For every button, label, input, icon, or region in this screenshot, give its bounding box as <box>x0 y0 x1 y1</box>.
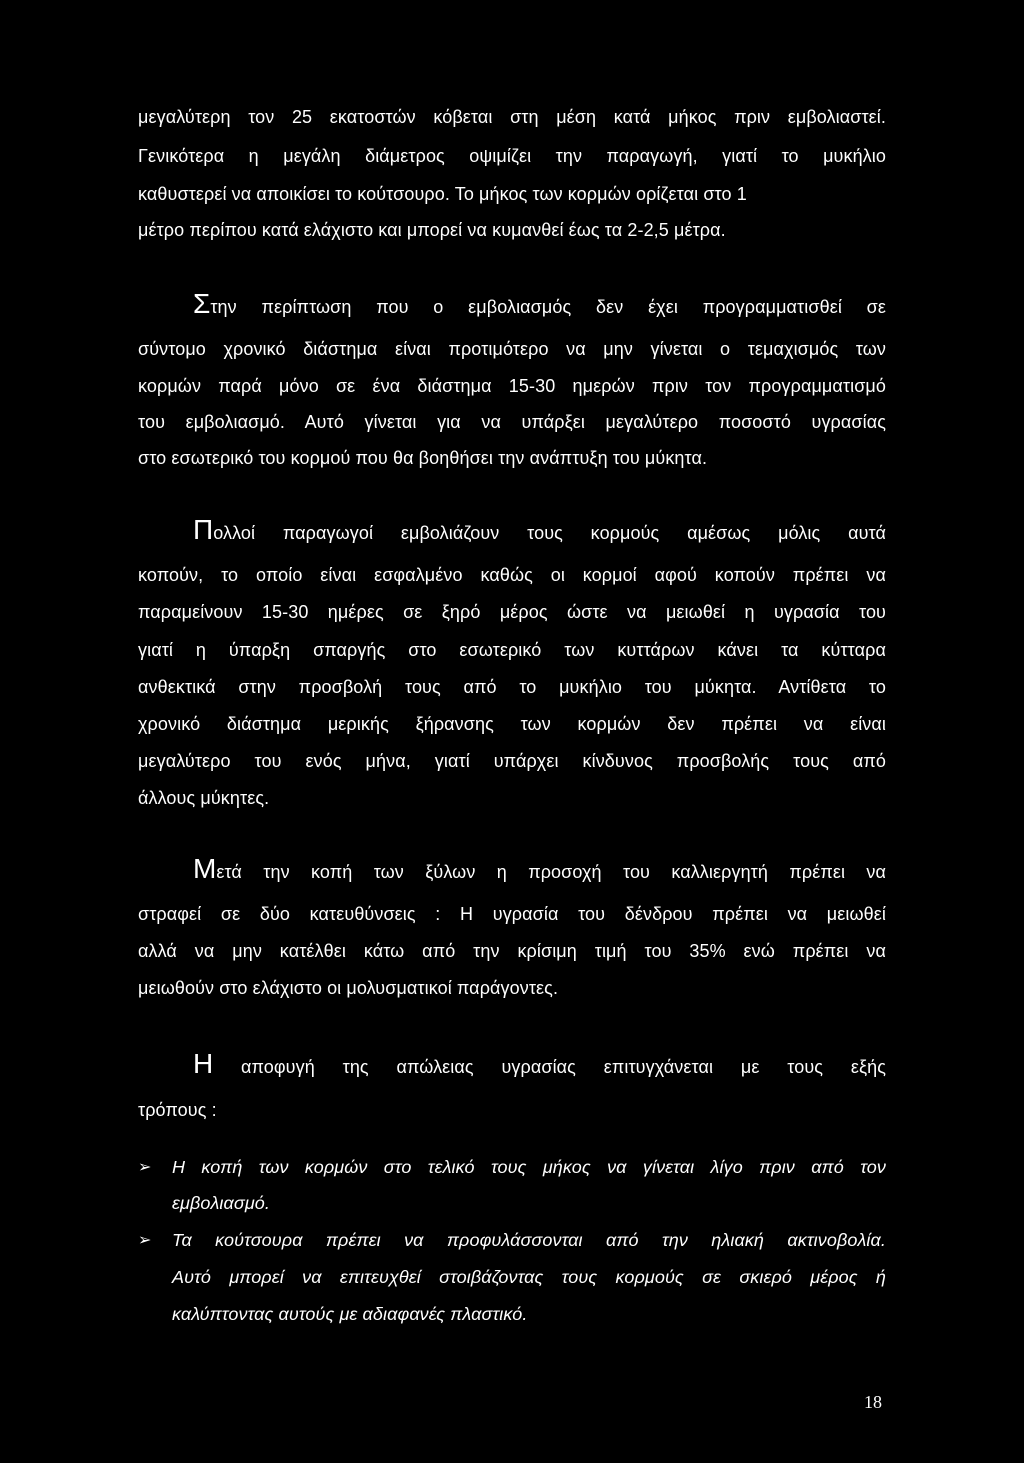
text-line: Αυτό μπορεί να επιτευχθεί στοιβάζοντας τους κορμούς σε σκιερό μέρος ή <box>172 1267 886 1287</box>
text-line: εμβολιασμό. <box>172 1193 271 1213</box>
paragraph-first-line <box>193 1048 886 1079</box>
text-line: στο εσωτερικό του κορμού που θα βοηθήσει την ανάπτυξη του μύκητα. <box>138 448 708 468</box>
arrowhead-bullet-icon: ➢ <box>138 1232 152 1249</box>
text-line: κορμών παρά μόνο σε ένα διάστημα 15-30 ημερών πριν τον προγραμματισμό <box>138 376 886 396</box>
text-line: αλλά να μην κατέλθει κάτω από την κρίσιμη τιμή του 35% ενώ πρέπει να <box>138 941 886 961</box>
text-line: σύντομο χρονικό διάστημα είναι προτιμότερο να μην γίνεται ο τεμαχισμός των <box>138 339 886 359</box>
text-line: χρονικό διάστημα μερικής ξήρανσης των κορμών δεν πρέπει να είναι <box>138 714 886 734</box>
text-line: κοπούν, το οποίο είναι εσφαλμένο καθώς οι κορμοί αφού κοπούν πρέπει να <box>138 565 886 585</box>
paragraph-first-line <box>193 853 886 884</box>
text-line: ολλοί παραγωγοί εμβολιάζουν τους κορμούς αμέσως μόλις αυτά <box>213 523 886 543</box>
drop-cap: Σ <box>193 288 211 319</box>
paragraph-first-line <box>193 514 886 545</box>
text-line: Γενικότερα η μεγάλη διάμετρος οψιμίζει την παραγωγή, γιατί το μυκήλιο <box>138 146 886 166</box>
text-line: στραφεί σε δύο κατευθύνσεις : Η υγρασία του δένδρου πρέπει να μειωθεί <box>138 904 886 924</box>
text-line: άλλους μύκητες. <box>138 788 270 808</box>
text-line: ανθεκτικά στην προσβολή τους από το μυκήλιο του μύκητα. Αντίθετα το <box>138 677 886 697</box>
text-line: μέτρο περίπου κατά ελάχιστο και μπορεί να κυμανθεί έως τα 2-2,5 μέτρα. <box>138 220 726 240</box>
text-line: Η κοπή των κορμών στο τελικό τους μήκος να γίνεται λίγο πριν από τον <box>172 1157 886 1177</box>
page-number: 18 <box>864 1392 882 1412</box>
drop-cap: Η <box>193 1048 214 1079</box>
text-line: μειωθούν στο ελάχιστο οι μολυσματικοί παράγοντες. <box>138 978 559 998</box>
text-line: αποφυγή της απώλειας υγρασίας επιτυγχάνεται με τους εξής <box>213 1057 886 1077</box>
drop-cap: Π <box>193 514 214 545</box>
text-line: μεγαλύτερη τον 25 εκατοστών κόβεται στη μέση κατά μήκος πριν εμβολιαστεί. <box>138 107 886 127</box>
text-line: καθυστερεί να αποικίσει το κούτσουρο. Το μήκος των κορμών ορίζεται στο 1 <box>138 184 747 204</box>
drop-cap: Μ <box>193 853 217 884</box>
text-line: τρόπους : <box>138 1100 217 1120</box>
arrowhead-bullet-icon: ➢ <box>138 1159 152 1176</box>
text-line: Τα κούτσουρα πρέπει να προφυλάσσονται από την ηλιακή ακτινοβολία. <box>172 1230 886 1250</box>
paragraph-first-line <box>193 288 886 319</box>
text-line: ετά την κοπή των ξύλων η προσοχή του καλλιεργητή πρέπει να <box>216 862 886 882</box>
text-line: την περίπτωση που ο εμβολιασμός δεν έχει προγραμματισθεί σε <box>210 297 886 317</box>
text-line: μεγαλύτερο του ενός μήνα, γιατί υπάρχει κίνδυνος προσβολής τους από <box>138 751 886 771</box>
text-line: γιατί η ύπαρξη σπαργής στο εσωτερικό των κυττάρων κάνει τα κύτταρα <box>138 640 886 660</box>
text-line: παραμείνουν 15-30 ημέρες σε ξηρό μέρος ώστε να μειωθεί η υγρασία του <box>138 602 886 622</box>
text-line: καλύπτοντας αυτούς με αδιαφανές πλαστικό. <box>172 1304 528 1324</box>
text-line: του εμβολιασμό. Αυτό γίνεται για να υπάρξει μεγαλύτερο ποσοστό υγρασίας <box>138 412 886 432</box>
